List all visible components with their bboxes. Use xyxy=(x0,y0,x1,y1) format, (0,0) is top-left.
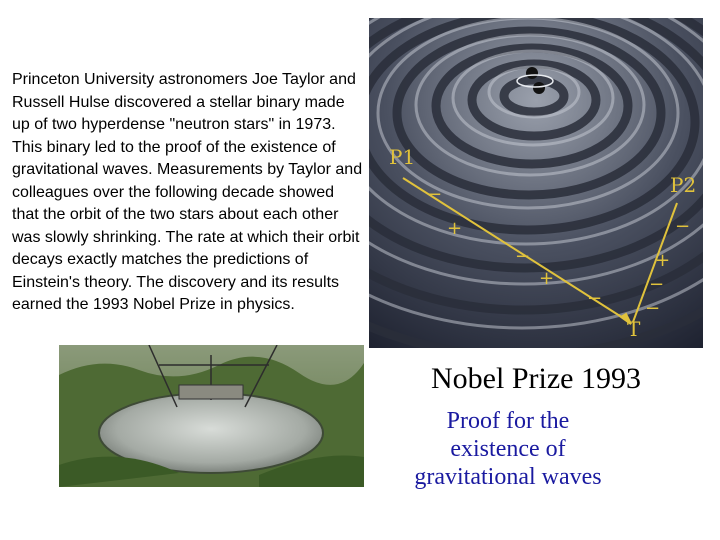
sign-9: − xyxy=(645,298,661,319)
sign-5: − xyxy=(587,288,603,309)
subtitle-line-1: Proof for the xyxy=(446,408,570,434)
sign-8: − xyxy=(649,274,665,295)
p2-label: P2 xyxy=(670,173,697,197)
p1-label: P1 xyxy=(389,145,416,169)
body-text: Princeton University astronomers Joe Taylor and Russell Hulse discovered a stellar binary made up of two hyperdense "neutron stars" in 1973. This binary led to the proof of the existence of gravitational waves. Measurements by Taylor and colleagues over the following decade showed that the orbit of the two stars about each other was slowly shrinking. The rate at which their orbit decays exactly matches the predictions of Einstein's theory. The discovery and its results earned the 1993 Nobel Prize in physics. xyxy=(12,71,363,313)
gravitational-wave-figure xyxy=(369,18,703,348)
telescope-photo xyxy=(59,345,364,487)
prize-subtitle xyxy=(369,407,647,491)
sign-2: + xyxy=(447,218,463,239)
sign-1: − xyxy=(427,184,443,205)
subtitle-line-2: existence of xyxy=(450,436,566,462)
t-label: T xyxy=(627,317,641,341)
sign-6: − xyxy=(675,216,691,237)
wave-illustration xyxy=(369,18,703,348)
sign-4: + xyxy=(539,268,555,289)
sign-7: + xyxy=(655,250,671,271)
prize-title: Nobel Prize 1993 xyxy=(431,362,641,395)
subtitle-line-3: gravitational waves xyxy=(414,464,602,490)
sign-3: − xyxy=(515,246,531,267)
